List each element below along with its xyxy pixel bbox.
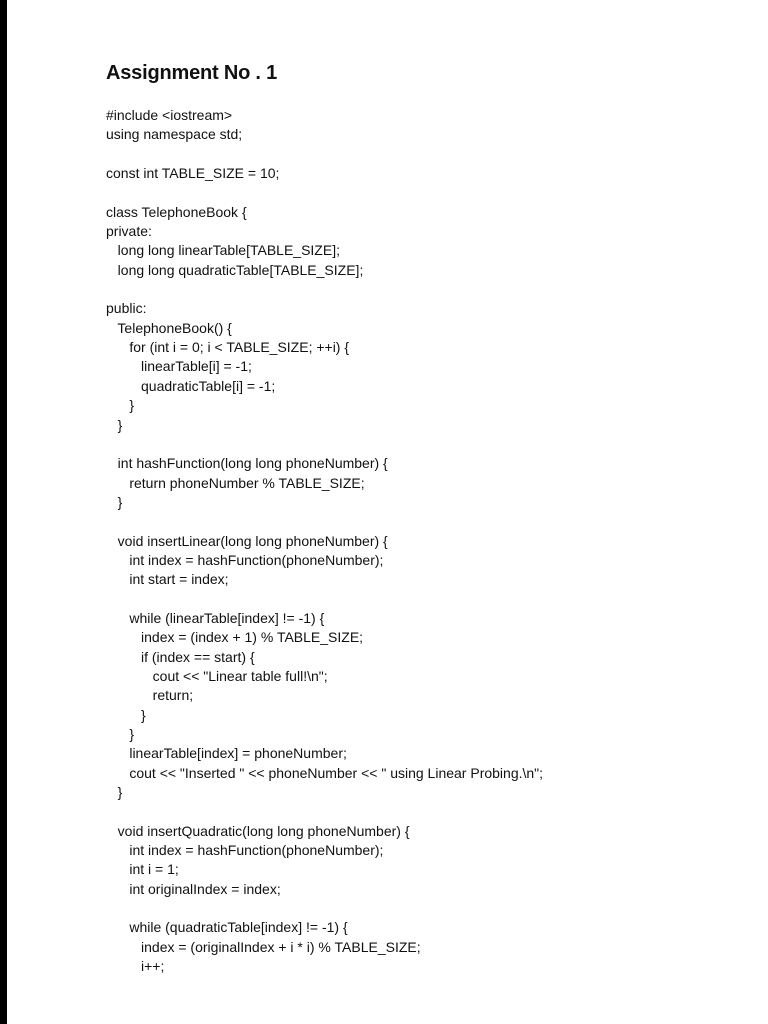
code-line: } xyxy=(106,416,123,433)
code-line-blank xyxy=(106,512,746,531)
code-line: quadraticTable[i] = -1; xyxy=(106,377,276,394)
code-line: cout << "Linear table full!\n"; xyxy=(106,667,328,684)
code-line: linearTable[i] = -1; xyxy=(106,358,252,375)
code-line: } xyxy=(106,493,123,510)
code-line: } xyxy=(106,397,135,414)
code-line: private: xyxy=(106,223,152,240)
code-line: int originalIndex = index; xyxy=(106,880,281,897)
code-line: int i = 1; xyxy=(106,861,179,878)
code-line: long long quadraticTable[TABLE_SIZE]; xyxy=(106,261,364,278)
code-line: i++; xyxy=(106,958,165,975)
code-line: linearTable[index] = phoneNumber; xyxy=(106,745,347,762)
code-line: } xyxy=(106,784,123,801)
code-line: while (linearTable[index] != -1) { xyxy=(106,609,325,626)
code-line-blank xyxy=(106,435,746,454)
code-line: } xyxy=(106,726,135,742)
code-line: cout << "Inserted " << phoneNumber << " using Linear Probing.\n"; xyxy=(106,764,544,781)
code-line: #include <iostream> xyxy=(106,107,233,123)
code-line-blank xyxy=(106,802,746,821)
code-line: int start = index; xyxy=(106,571,229,588)
code-line: void insertQuadratic(long long phoneNumber) { xyxy=(106,822,410,839)
code-line: long long linearTable[TABLE_SIZE]; xyxy=(106,242,340,259)
code-line: for (int i = 0; i < TABLE_SIZE; ++i) { xyxy=(106,339,350,356)
code-line: if (index == start) { xyxy=(106,648,255,665)
document-title: Assignment No . 1 xyxy=(106,62,278,84)
code-line-blank xyxy=(106,280,746,299)
code-line: index = (index + 1) % TABLE_SIZE; xyxy=(106,629,364,646)
code-line: const int TABLE_SIZE = 10; xyxy=(106,165,280,182)
code-line: int index = hashFunction(phoneNumber); xyxy=(106,551,384,568)
code-line: int hashFunction(long long phoneNumber) { xyxy=(106,455,388,472)
code-line: int index = hashFunction(phoneNumber); xyxy=(106,842,384,859)
code-line: TelephoneBook() { xyxy=(106,319,232,336)
code-line-blank xyxy=(106,145,746,164)
code-line: class TelephoneBook { xyxy=(106,203,247,220)
code-line: public: xyxy=(106,300,147,317)
code-line-blank xyxy=(106,899,746,918)
code-block xyxy=(106,106,746,976)
code-line: using namespace std; xyxy=(106,126,243,143)
code-line-blank xyxy=(106,590,746,609)
code-line: index = (originalIndex + i * i) % TABLE_SIZE; xyxy=(106,938,421,955)
code-line-blank xyxy=(106,183,746,202)
code-line: } xyxy=(106,706,146,723)
code-line: void insertLinear(long long phoneNumber) { xyxy=(106,532,388,549)
code-line: return phoneNumber % TABLE_SIZE; xyxy=(106,474,365,491)
code-line: while (quadraticTable[index] != -1) { xyxy=(106,919,348,936)
code-line: return; xyxy=(106,687,194,704)
